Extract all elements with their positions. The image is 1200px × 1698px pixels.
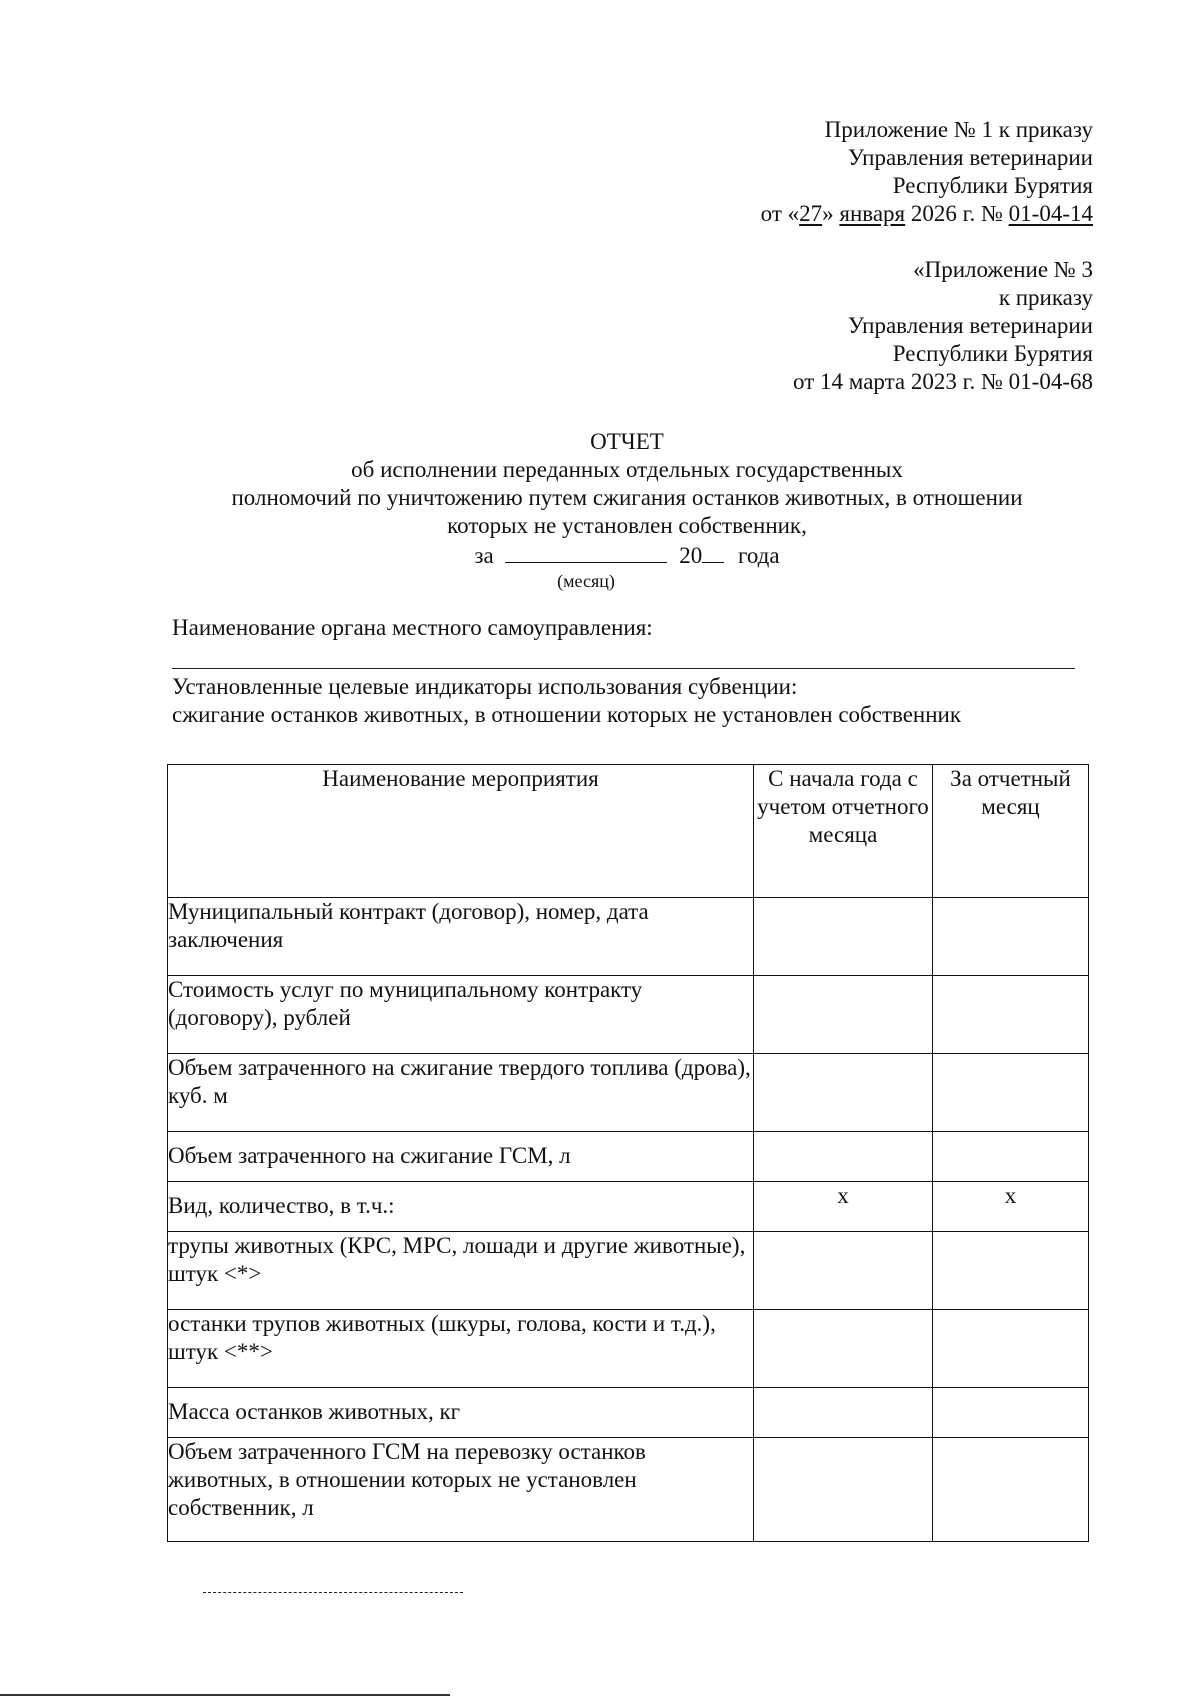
- header-year-to-date: С начала года с учетом отчетного месяца: [754, 765, 933, 898]
- row-ytd-cell[interactable]: [754, 1438, 933, 1542]
- year-blank-field[interactable]: [702, 540, 724, 563]
- report-subtitle: полномочий по уничтожению путем сжигания останков животных, в отношении: [231, 485, 1023, 510]
- table-row: [168, 1132, 1089, 1182]
- row-name: Муниципальный контракт (договор), номер, дата заключения: [168, 898, 754, 976]
- row-month-cell[interactable]: [933, 1388, 1089, 1438]
- row-ytd-cell[interactable]: [754, 1054, 933, 1132]
- row-month-cell: х: [933, 1182, 1089, 1232]
- date-prefix: от «: [760, 201, 800, 226]
- row-name: Объем затраченного на сжигание ГСМ, л: [168, 1132, 754, 1182]
- table-row: [168, 898, 1089, 976]
- table-row: [168, 1388, 1089, 1438]
- table-row: [168, 1438, 1089, 1542]
- period-prefix: за: [474, 543, 494, 568]
- row-name: Вид, количество, в т.ч.:: [168, 1182, 754, 1232]
- row-month-cell[interactable]: [933, 898, 1089, 976]
- date-mid: »: [822, 201, 840, 226]
- period-year: 20: [679, 543, 703, 568]
- row-name: Объем затраченного ГСМ на перевозку останков животных, в отношении которых не установлен собственник, л: [168, 1438, 754, 1542]
- report-period: [0, 540, 1200, 570]
- row-ytd-cell[interactable]: [754, 898, 933, 976]
- row-ytd-cell[interactable]: [754, 1132, 933, 1182]
- month-caption: (месяц): [557, 571, 615, 591]
- annex-line: Республики Бурятия: [892, 173, 1093, 198]
- month-blank-field[interactable]: [505, 540, 667, 563]
- row-month-cell[interactable]: [933, 1438, 1089, 1542]
- row-name: Стоимость услуг по муниципальному контракту (договору), рублей: [168, 976, 754, 1054]
- report-title-block: [0, 428, 1200, 592]
- local-government-blank-field[interactable]: [172, 668, 1075, 669]
- row-name: Масса останков животных, кг: [168, 1388, 754, 1438]
- report-table: [167, 764, 1089, 1542]
- footnote-separator: [203, 1592, 463, 1593]
- table-row: [168, 1182, 1089, 1232]
- annex-line: от 14 марта 2023 г. № 01-04-68: [793, 369, 1093, 394]
- header-activity-name: Наименование мероприятия: [168, 765, 754, 898]
- row-ytd-cell[interactable]: [754, 1388, 933, 1438]
- row-ytd-cell[interactable]: [754, 976, 933, 1054]
- table-header-row: [168, 765, 1089, 898]
- report-subtitle: об исполнении переданных отдельных государственных: [351, 457, 903, 482]
- order-number: 01-04-14: [1008, 201, 1093, 226]
- period-suffix: года: [737, 543, 780, 568]
- annex-line: Республики Бурятия: [892, 341, 1093, 366]
- date-mid: 2026 г. №: [905, 201, 1009, 226]
- row-name: трупы животных (КРС, МРС, лошади и другие животные), штук <*>: [168, 1232, 754, 1310]
- date-day: 27: [799, 201, 823, 226]
- row-month-cell[interactable]: [933, 1232, 1089, 1310]
- row-name: останки трупов животных (шкуры, голова, кости и т.д.), штук <**>: [168, 1310, 754, 1388]
- report-subtitle: которых не установлен собственник,: [447, 513, 807, 538]
- annex-line: Управления ветеринарии: [847, 313, 1093, 338]
- row-month-cell[interactable]: [933, 976, 1089, 1054]
- row-month-cell[interactable]: [933, 1054, 1089, 1132]
- table-row: [168, 1054, 1089, 1132]
- report-title: ОТЧЕТ: [590, 429, 664, 454]
- date-month: января: [839, 201, 906, 226]
- row-ytd-cell[interactable]: [754, 1310, 933, 1388]
- annex-line: Управления ветеринарии: [847, 145, 1093, 170]
- target-indicators: [172, 673, 961, 729]
- annex-date-line: [761, 200, 1093, 228]
- header-reporting-month: За отчетный месяц: [933, 765, 1089, 898]
- indicators-text: сжигание останков животных, в отношении которых не установлен собственник: [172, 702, 962, 727]
- row-ytd-cell: х: [754, 1182, 933, 1232]
- local-government-label: Наименование органа местного самоуправления:: [172, 615, 653, 640]
- annex-line: «Приложение № 3: [913, 257, 1093, 282]
- table-row: [168, 976, 1089, 1054]
- scan-edge-line: [0, 1694, 450, 1696]
- table-row: [168, 1232, 1089, 1310]
- annex-header-original: [793, 256, 1093, 396]
- row-name: Объем затраченного на сжигание твердого топлива (дрова), куб. м: [168, 1054, 754, 1132]
- indicators-label: Установленные целевые индикаторы использования субвенции:: [172, 674, 798, 699]
- table-row: [168, 1310, 1089, 1388]
- annex-line: к приказу: [998, 285, 1093, 310]
- annex-line: Приложение № 1 к приказу: [824, 117, 1093, 142]
- row-ytd-cell[interactable]: [754, 1232, 933, 1310]
- row-month-cell[interactable]: [933, 1132, 1089, 1182]
- row-month-cell[interactable]: [933, 1310, 1089, 1388]
- annex-header-current: [761, 116, 1093, 228]
